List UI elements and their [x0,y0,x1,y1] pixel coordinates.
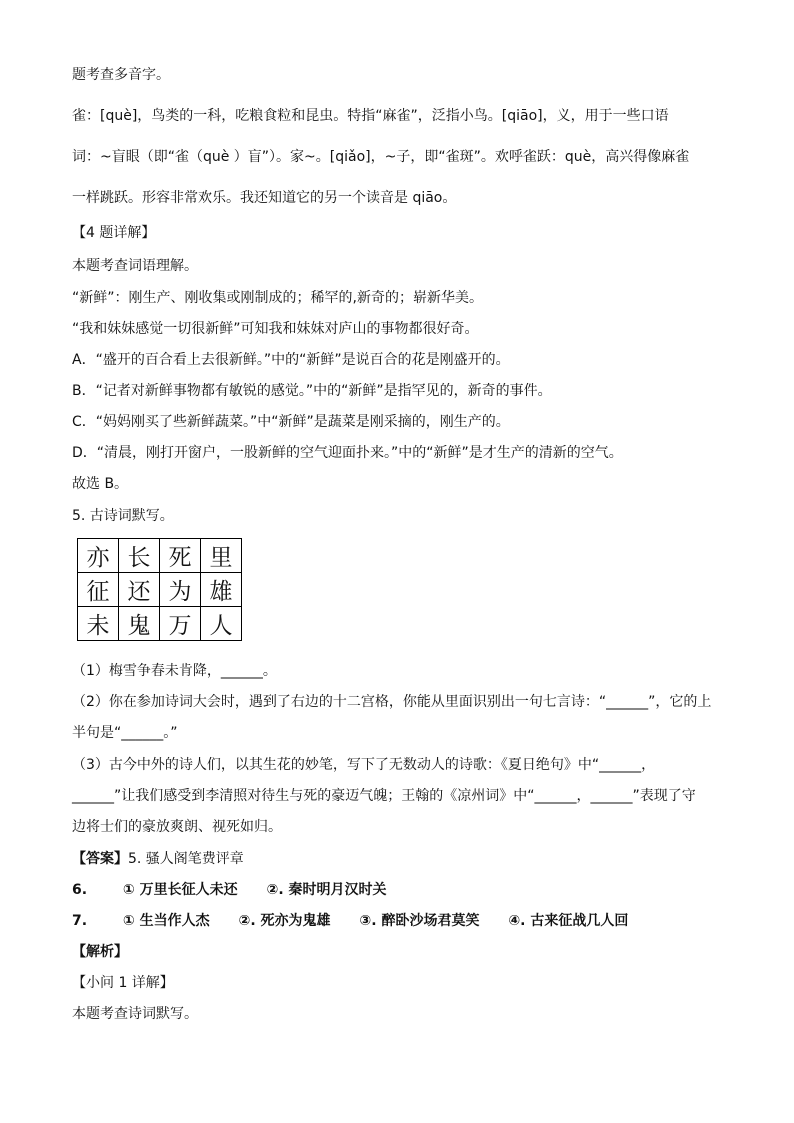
answer-blank-1: ① 生当作人杰 [122,913,210,929]
grid-cell: 还 [119,573,160,607]
answer-blank-1: ① 万里长征人未还 [122,882,238,898]
text-line: 词：~盲眼（即“雀（què ）盲”）。家~。[qiǎo]，~子，即“雀斑”。欢呼雀跃：què，高兴得像麻雀 [72,149,690,165]
text-line: “我和妹妹感觉一切很新鲜”可知我和妹妹对庐山的事物都很好奇。 [72,321,479,337]
question-1: （1）梅雪争春未肯降，______。 [72,663,277,679]
text-line: 雀：[què]，鸟类的一科，吃粮食粒和昆虫。特指“麻雀”，泛指小鸟。[qiāo]，义，用于一些口语 [72,108,669,124]
item-number: 7. [72,913,88,929]
question-3-cont: 边将士们的豪放爽朗、视死如归。 [72,819,282,835]
answer-blank-4: ④. 古来征战几人回 [508,913,629,929]
grid-cell: 未 [78,607,119,641]
question-2-cont: 半句是“______。” [72,725,178,741]
grid-row [78,607,242,641]
sub-question-heading: 【小问 1 详解】 [72,975,174,991]
question-2: （2）你在参加诗词大会时，遇到了右边的十二宫格，你能从里面识别出一句七言诗：“______”，它的上 [72,694,712,710]
grid-cell: 雄 [201,573,242,607]
option-b: B．“记者对新鲜事物都有敏锐的感觉。”中的“新鲜”是指罕见的，新奇的事件。 [72,383,552,399]
option-d: D．“清晨，刚打开窗户，一股新鲜的空气迎面扑来。”中的“新鲜”是才生产的清新的空气。 [72,445,623,461]
answer-label: 【答案】 [72,851,128,867]
question-heading: 5. 古诗词默写。 [72,508,174,524]
item-number: 6. [72,882,88,898]
answer-blank-2: ②. 死亦为鬼雄 [238,913,331,929]
grid-cell: 亦 [78,539,119,573]
text-line: 本题考查诗词默写。 [72,1006,198,1022]
answer-blank-3: ③. 醉卧沙场君莫笑 [359,913,480,929]
answer-blank-2: ②. 秦时明月汉时关 [266,882,387,898]
text-line: 题考查多音字。 [72,67,170,83]
answer-text: 5. 骚人阁笔费评章 [128,851,244,867]
grid-cell: 里 [201,539,242,573]
text-line: “新鲜”：刚生产、刚收集或刚制成的；稀罕的,新奇的；崭新华美。 [72,290,483,306]
grid-row [78,539,242,573]
option-c: C．“妈妈刚买了些新鲜蔬菜。”中“新鲜”是蔬菜是刚采摘的，刚生产的。 [72,414,510,430]
grid-cell: 长 [119,539,160,573]
grid-cell: 万 [160,607,201,641]
grid-cell: 征 [78,573,119,607]
option-a: A．“盛开的百合看上去很新鲜。”中的“新鲜”是说百合的花是刚盛开的。 [72,352,510,368]
answer-item-6 [72,881,411,899]
section-heading: 【4 题详解】 [72,225,156,241]
text-line: 故选 B。 [72,476,129,492]
grid-cell: 为 [160,573,201,607]
answer-line [72,850,244,868]
question-3: （3）古今中外的诗人们，以其生花的妙笔，写下了无数动人的诗歌：《夏日绝句》中“______， [72,757,656,773]
grid-cell: 鬼 [119,607,160,641]
answer-item-7 [72,912,652,930]
question-3-cont: ______”让我们感受到李清照对待生与死的豪迈气魄；王翰的《凉州词》中“______，______”表现了守 [72,788,696,804]
grid-cell: 死 [160,539,201,573]
text-line: 一样跳跃。形容非常欢乐。我还知道它的另一个读音是 qiāo。 [72,190,457,206]
analysis-label: 【解析】 [72,944,128,960]
text-line: 本题考查词语理解。 [72,258,198,274]
grid-cell: 人 [201,607,242,641]
grid-row [78,573,242,607]
twelve-character-grid [77,538,242,641]
